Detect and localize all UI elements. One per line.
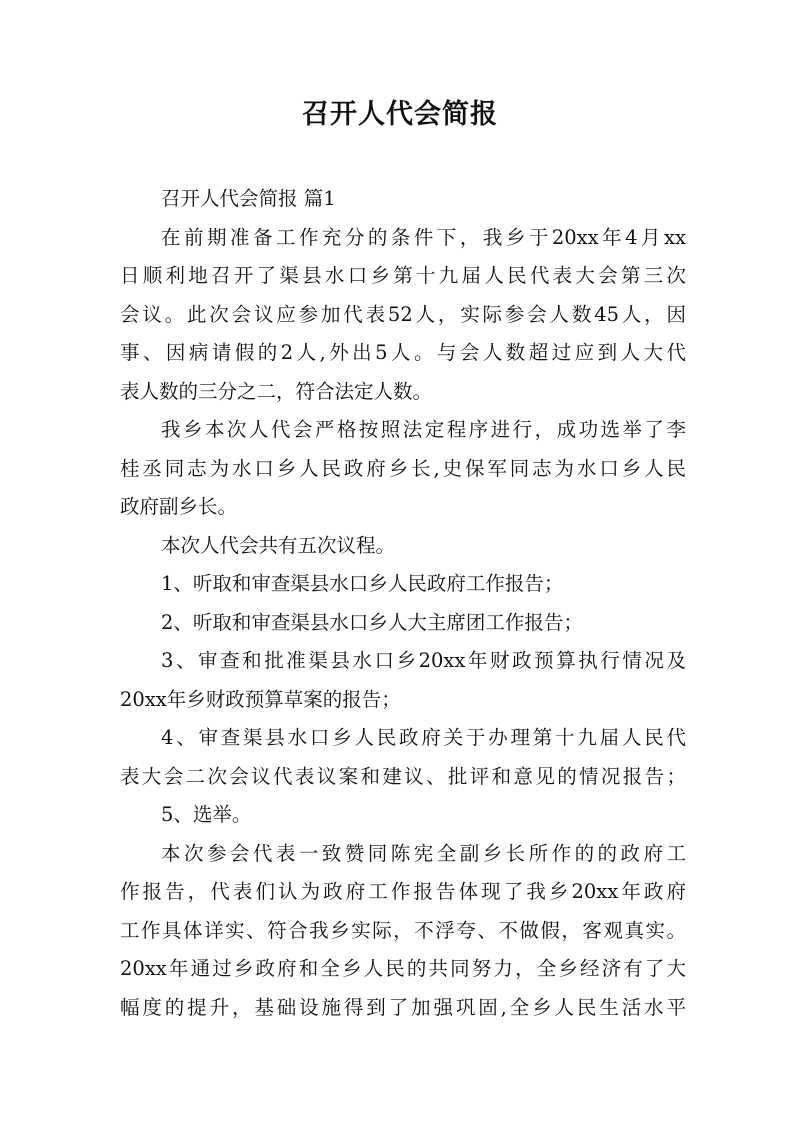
body-text-line: 4、审查渠县水口乡人民政府关于办理第十九届人民代 bbox=[161, 726, 686, 749]
body-text-line: 表人数的三分之二，符合法定人数。 bbox=[120, 379, 433, 403]
body-text-line: 本次参会代表一致赞同陈宪全副乡长所作的的政府工 bbox=[161, 841, 686, 865]
body-text-line: 5、选举。 bbox=[161, 803, 252, 826]
body-text-line: 20xx年乡财政预算草案的报告； bbox=[120, 687, 401, 711]
body-text-line: 会议。此次会议应参加代表52人，实际参会人数45人，因 bbox=[120, 302, 686, 326]
body-text-line: 3、审查和批准渠县水口乡20xx年财政预算执行情况及 bbox=[161, 649, 686, 672]
document-title: 召开人代会简报 bbox=[302, 99, 498, 130]
body-text-line: 我乡本次人代会严格按照法定程序进行，成功选举了李 bbox=[161, 418, 686, 441]
body-text-line: 1、听取和审查渠县水口乡人民政府工作报告； bbox=[161, 572, 564, 595]
body-text-line: 日顺利地召开了渠县水口乡第十九届人民代表大会第三次 bbox=[120, 264, 686, 287]
document-body bbox=[120, 180, 686, 1027]
body-text-line: 桂丞同志为水口乡人民政府乡长,史保军同志为水口乡人民 bbox=[120, 456, 686, 480]
body-text-line: 召开人代会简报 篇1 bbox=[161, 187, 336, 210]
body-text-line: 事、因病请假的2人,外出5人。与会人数超过应到人大代 bbox=[120, 341, 686, 364]
body-text-line: 在前期准备工作充分的条件下，我乡于20xx年4月xx bbox=[161, 225, 686, 249]
body-text-line: 作报告，代表们认为政府工作报告体现了我乡20xx年政府 bbox=[120, 880, 686, 903]
body-text-line: 本次人代会共有五次议程。 bbox=[161, 533, 396, 557]
body-text-line: 工作具体详实、符合我乡实际，不浮夸、不做假，客观真实。 bbox=[120, 918, 686, 942]
body-text-line: 表大会二次会议代表议案和建议、批评和意见的情况报告； bbox=[120, 764, 686, 788]
body-text-line: 幅度的提升，基础设施得到了加强巩固,全乡人民生活水平 bbox=[120, 995, 686, 1019]
body-text-line: 20xx年通过乡政府和全乡人民的共同努力，全乡经济有了大 bbox=[120, 957, 686, 980]
body-text-line: 政府副乡长。 bbox=[120, 495, 238, 518]
body-text-line: 2、听取和审查渠县水口乡人大主席团工作报告； bbox=[161, 610, 583, 634]
